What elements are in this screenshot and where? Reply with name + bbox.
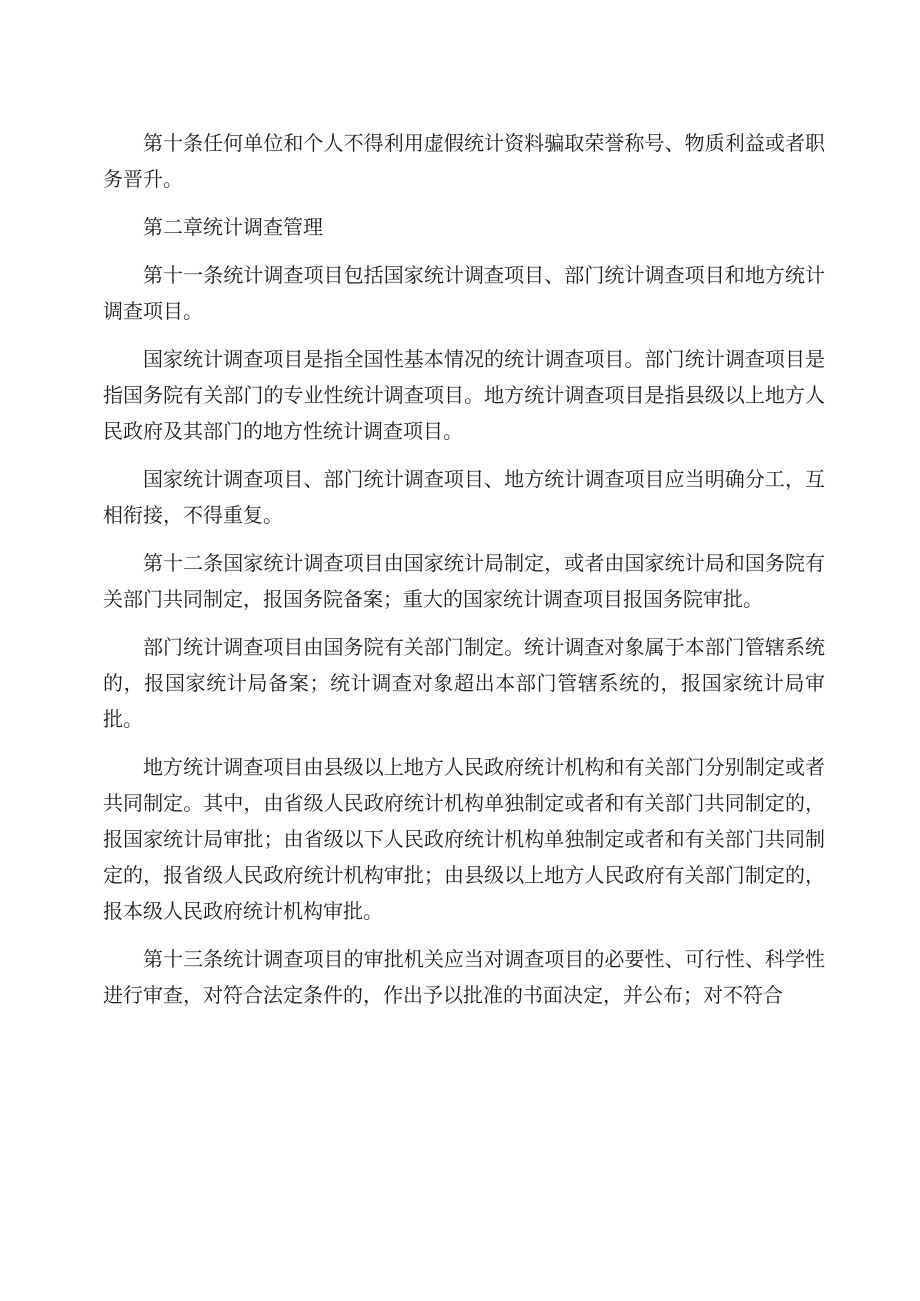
document-body [103, 125, 825, 1025]
paragraph-local-projects: 地方统计调查项目由县级以上地方人民政府统计机构和有关部门分别制定或者共同制定。其中，由省级人民政府统计机构单独制定或者和有关部门共同制定的，报国家统计局审批；由省级以下人民政府统计机构单独制定或者和有关部门共同制定的，报省级人民政府统计机构审批；由县级以上地方人民政府有关部门制定的，报本级人民政府统计机构审批。 [103, 755, 825, 923]
paragraph-article-11: 第十一条统计调查项目包括国家统计调查项目、部门统计调查项目和地方统计调查项目。 [103, 263, 825, 323]
chapter-heading-2: 第二章统计调查管理 [143, 215, 323, 239]
paragraph-article-12: 第十二条国家统计调查项目由国家统计局制定，或者由国家统计局和国务院有关部门共同制定，报国务院备案；重大的国家统计调查项目报国务院审批。 [103, 551, 825, 611]
paragraph-article-13: 第十三条统计调查项目的审批机关应当对调查项目的必要性、可行性、科学性进行审查，对符合法定条件的，作出予以批准的书面决定，并公布；对不符合 [103, 947, 825, 1007]
paragraph-article-10: 第十条任何单位和个人不得利用虚假统计资料骗取荣誉称号、物质利益或者职务晋升。 [103, 131, 825, 191]
paragraph-project-definitions: 国家统计调查项目是指全国性基本情况的统计调查项目。部门统计调查项目是指国务院有关部门的专业性统计调查项目。地方统计调查项目是指县级以上地方人民政府及其部门的地方性统计调查项目。 [103, 347, 825, 443]
paragraph-department-projects: 部门统计调查项目由国务院有关部门制定。统计调查对象属于本部门管辖系统的，报国家统计局备案；统计调查对象超出本部门管辖系统的，报国家统计局审批。 [103, 635, 825, 731]
paragraph-division-of-labor: 国家统计调查项目、部门统计调查项目、地方统计调查项目应当明确分工，互相衔接，不得重复。 [103, 467, 825, 527]
